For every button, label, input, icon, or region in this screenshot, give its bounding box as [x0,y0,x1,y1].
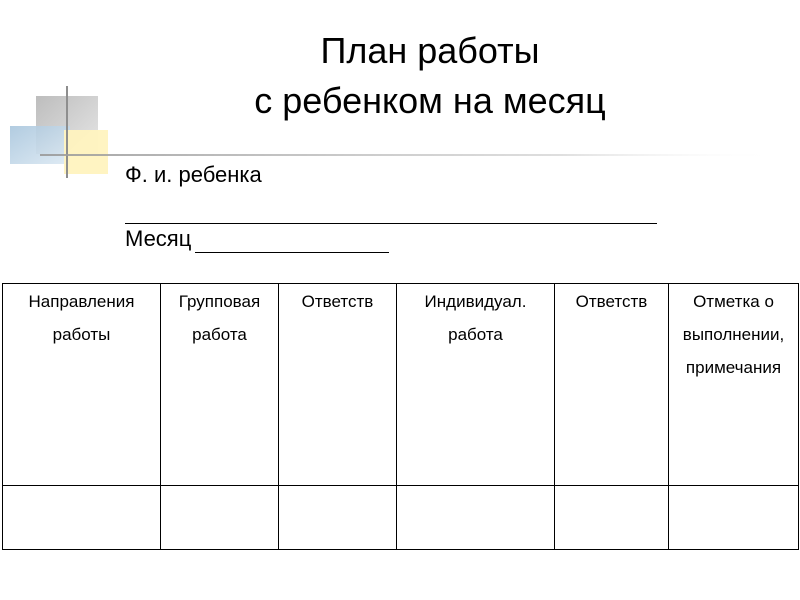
header-responsible-2: Ответств [555,284,669,486]
table-row [3,486,799,550]
header-direction: Направления работы [3,284,161,486]
deco-vertical-line [66,86,68,178]
deco-yellow-square [64,130,108,174]
month-label: Месяц [125,226,192,251]
table-cell[interactable] [279,486,397,550]
deco-blue-square [10,126,70,164]
child-name-label: Ф. и. ребенка [125,162,262,187]
table-cell[interactable] [3,486,161,550]
work-plan-table [2,283,799,550]
page-title [150,26,710,126]
title-line-1: План работы [320,30,540,71]
header-completion-notes: Отметка о выполнении, примечания [669,284,799,486]
header-responsible-1: Ответств [279,284,397,486]
table-cell[interactable] [669,486,799,550]
child-info-form [125,161,657,253]
table-header-row [3,284,799,486]
table-cell[interactable] [555,486,669,550]
child-name-blank[interactable] [125,203,657,224]
child-name-blank-row [125,189,657,225]
header-individual-work: Индивидуал. работа [397,284,555,486]
table-cell[interactable] [397,486,555,550]
month-row [125,225,657,253]
header-group-work: Групповая работа [161,284,279,486]
title-line-2: с ребенком на месяц [254,80,606,121]
month-blank[interactable] [195,230,389,253]
deco-horizontal-line [40,154,780,156]
table-cell[interactable] [161,486,279,550]
